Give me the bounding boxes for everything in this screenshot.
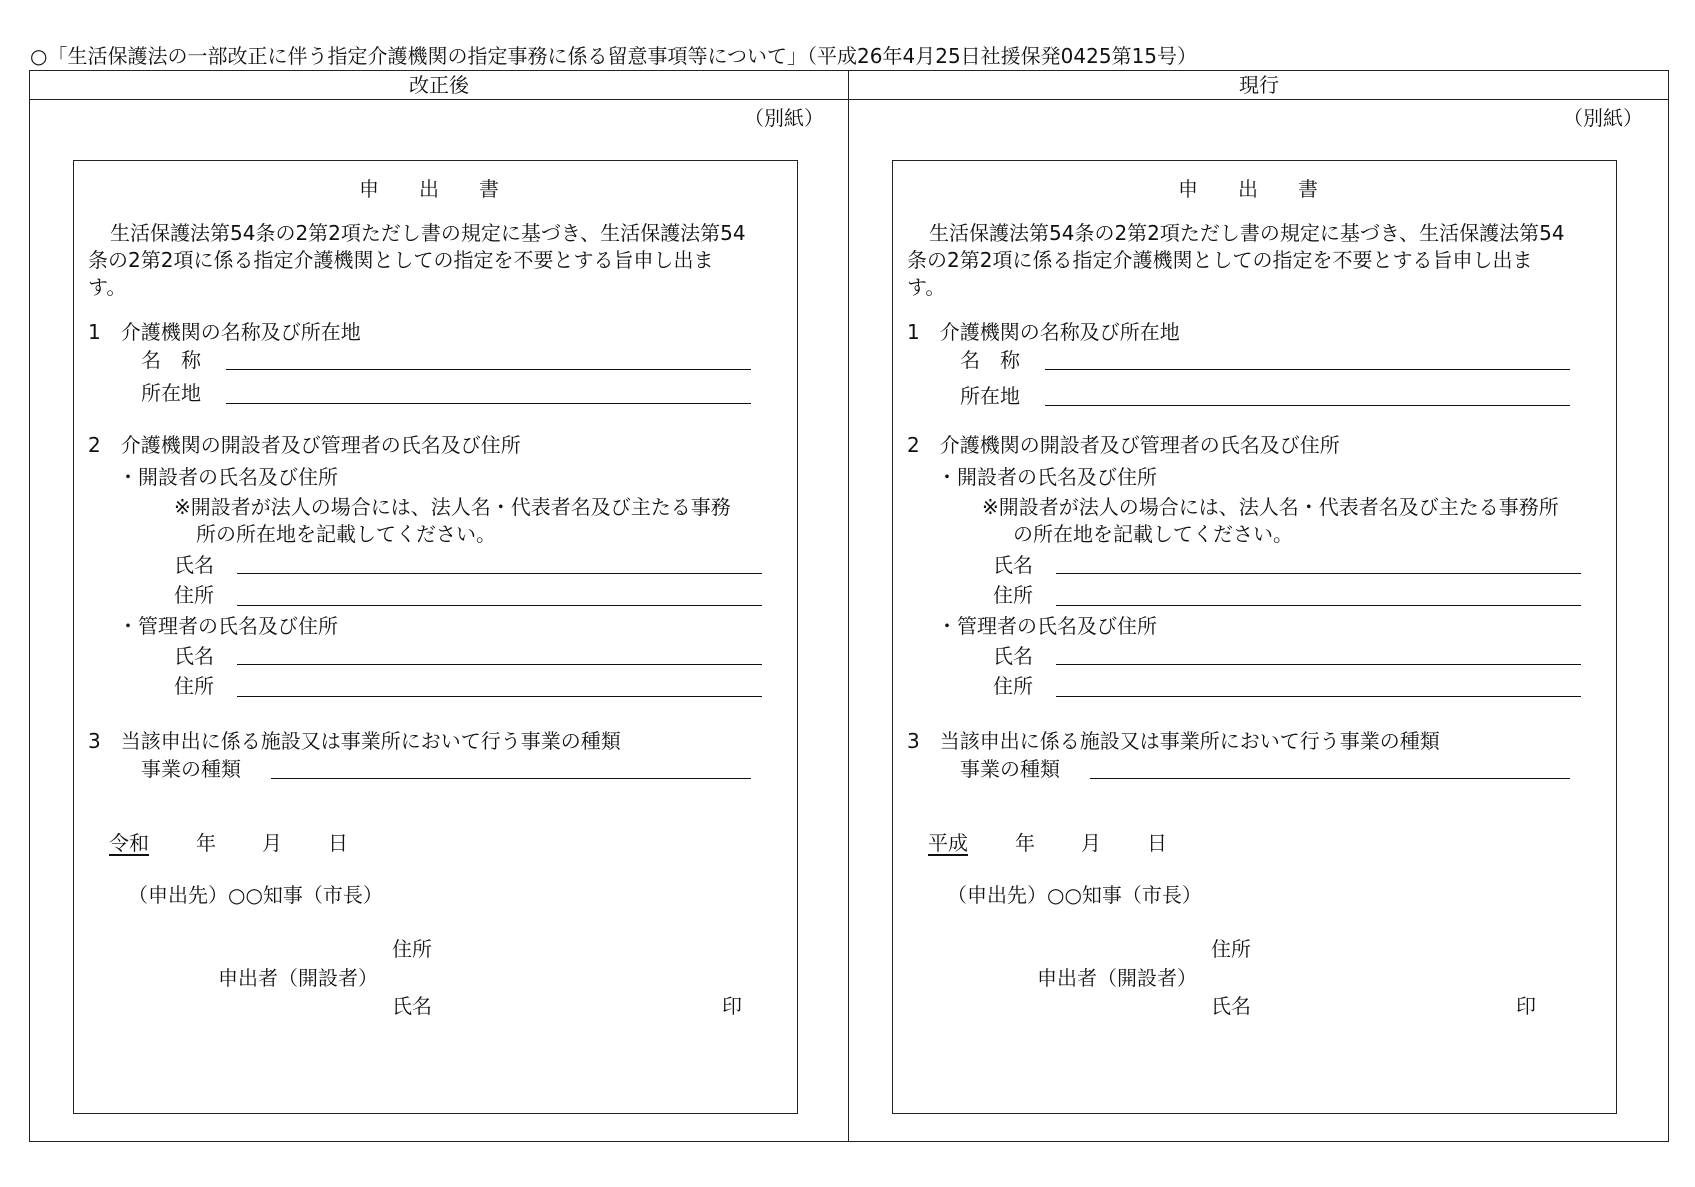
form-title: 申出書 — [1178, 177, 1358, 201]
intro-paragraph-line: 生活保護法第54条の2第2項ただし書の規定に基づき、生活保護法第54 — [929, 221, 1565, 245]
intro-paragraph-line: 生活保護法第54条の2第2項ただし書の規定に基づき、生活保護法第54 — [110, 221, 746, 245]
opener-address-line[interactable] — [237, 605, 762, 606]
section-2-heading: 2 介護機関の開設者及び管理者の氏名及び住所 — [88, 433, 521, 457]
opener-note: 所の所在地を記載してください。 — [196, 522, 496, 546]
document-title: ○「生活保護法の一部改正に伴う指定介護機関の指定事務に係る留意事項等について」（平成26年4月25日社援保発0425第15号） — [30, 44, 1198, 68]
section-1-heading: 1 介護機関の名称及び所在地 — [907, 320, 1180, 344]
facility-name-line[interactable] — [226, 369, 751, 370]
manager-subheading: ・管理者の氏名及び住所 — [118, 614, 338, 638]
day-label: 日 — [328, 831, 348, 855]
applicant-label: 申出者（開設者） — [1037, 966, 1197, 990]
panel-current — [849, 100, 1667, 1140]
attachment-label: （別紙） — [744, 106, 824, 130]
section-3-heading: 3 当該申出に係る施設又は事業所において行う事業の種類 — [907, 729, 1440, 753]
seal-mark: 印 — [1516, 994, 1536, 1018]
manager-name-line[interactable] — [1056, 664, 1581, 665]
manager-subheading: ・管理者の氏名及び住所 — [937, 614, 1157, 638]
facility-name-label: 名 称 — [141, 348, 201, 372]
opener-note: ※開設者が法人の場合には、法人名・代表者名及び主たる事務所 — [982, 495, 1559, 519]
facility-address-line[interactable] — [1045, 405, 1570, 406]
business-type-label: 事業の種類 — [960, 757, 1060, 781]
intro-paragraph-line: 条の2第2項に係る指定介護機関としての指定を不要とする旨申し出ま — [88, 248, 714, 272]
facility-address-label: 所在地 — [960, 384, 1020, 408]
era-label: 平成 — [928, 831, 968, 855]
column-header-revised: 改正後 — [409, 73, 469, 97]
column-header-current: 現行 — [1239, 73, 1279, 97]
opener-subheading: ・開設者の氏名及び住所 — [118, 465, 338, 489]
opener-name-label: 氏名 — [174, 553, 214, 577]
year-label: 年 — [1015, 831, 1035, 855]
day-label: 日 — [1147, 831, 1167, 855]
opener-address-label: 住所 — [993, 583, 1033, 607]
facility-address-label: 所在地 — [141, 381, 201, 405]
facility-name-line[interactable] — [1045, 369, 1570, 370]
addressee: （申出先）○○知事（市長） — [947, 883, 1202, 907]
section-2-heading: 2 介護機関の開設者及び管理者の氏名及び住所 — [907, 433, 1340, 457]
opener-note: の所在地を記載してください。 — [1013, 522, 1293, 546]
opener-address-line[interactable] — [1056, 605, 1581, 606]
business-type-label: 事業の種類 — [141, 757, 241, 781]
attachment-label: （別紙） — [1563, 106, 1643, 130]
intro-paragraph-line: 条の2第2項に係る指定介護機関としての指定を不要とする旨申し出ま — [907, 248, 1533, 272]
applicant-name-label: 氏名 — [1211, 994, 1251, 1018]
manager-name-line[interactable] — [237, 664, 762, 665]
applicant-address-label: 住所 — [1211, 937, 1251, 961]
month-label: 月 — [1081, 831, 1101, 855]
section-1-heading: 1 介護機関の名称及び所在地 — [88, 320, 361, 344]
era-label: 令和 — [109, 831, 149, 855]
applicant-label: 申出者（開設者） — [218, 966, 378, 990]
business-type-line[interactable] — [1090, 778, 1570, 779]
applicant-name-label: 氏名 — [392, 994, 432, 1018]
manager-address-line[interactable] — [1056, 696, 1581, 697]
intro-paragraph-line: す。 — [907, 275, 946, 299]
intro-paragraph-line: す。 — [88, 275, 127, 299]
seal-mark: 印 — [722, 994, 742, 1018]
year-label: 年 — [196, 831, 216, 855]
business-type-line[interactable] — [271, 778, 751, 779]
section-3-heading: 3 当該申出に係る施設又は事業所において行う事業の種類 — [88, 729, 621, 753]
addressee: （申出先）○○知事（市長） — [128, 883, 383, 907]
opener-name-line[interactable] — [237, 573, 762, 574]
opener-name-line[interactable] — [1056, 573, 1581, 574]
panel-revised — [30, 100, 848, 1140]
application-form — [73, 160, 798, 1114]
opener-address-label: 住所 — [174, 583, 214, 607]
month-label: 月 — [262, 831, 282, 855]
manager-address-label: 住所 — [993, 674, 1033, 698]
manager-name-label: 氏名 — [174, 644, 214, 668]
application-form — [892, 160, 1617, 1114]
manager-name-label: 氏名 — [993, 644, 1033, 668]
manager-address-line[interactable] — [237, 696, 762, 697]
opener-name-label: 氏名 — [993, 553, 1033, 577]
opener-note: ※開設者が法人の場合には、法人名・代表者名及び主たる事務 — [174, 495, 731, 519]
opener-subheading: ・開設者の氏名及び住所 — [937, 465, 1157, 489]
facility-address-line[interactable] — [226, 403, 751, 404]
manager-address-label: 住所 — [174, 674, 214, 698]
facility-name-label: 名 称 — [960, 348, 1020, 372]
applicant-address-label: 住所 — [392, 937, 432, 961]
form-title: 申出書 — [359, 177, 539, 201]
